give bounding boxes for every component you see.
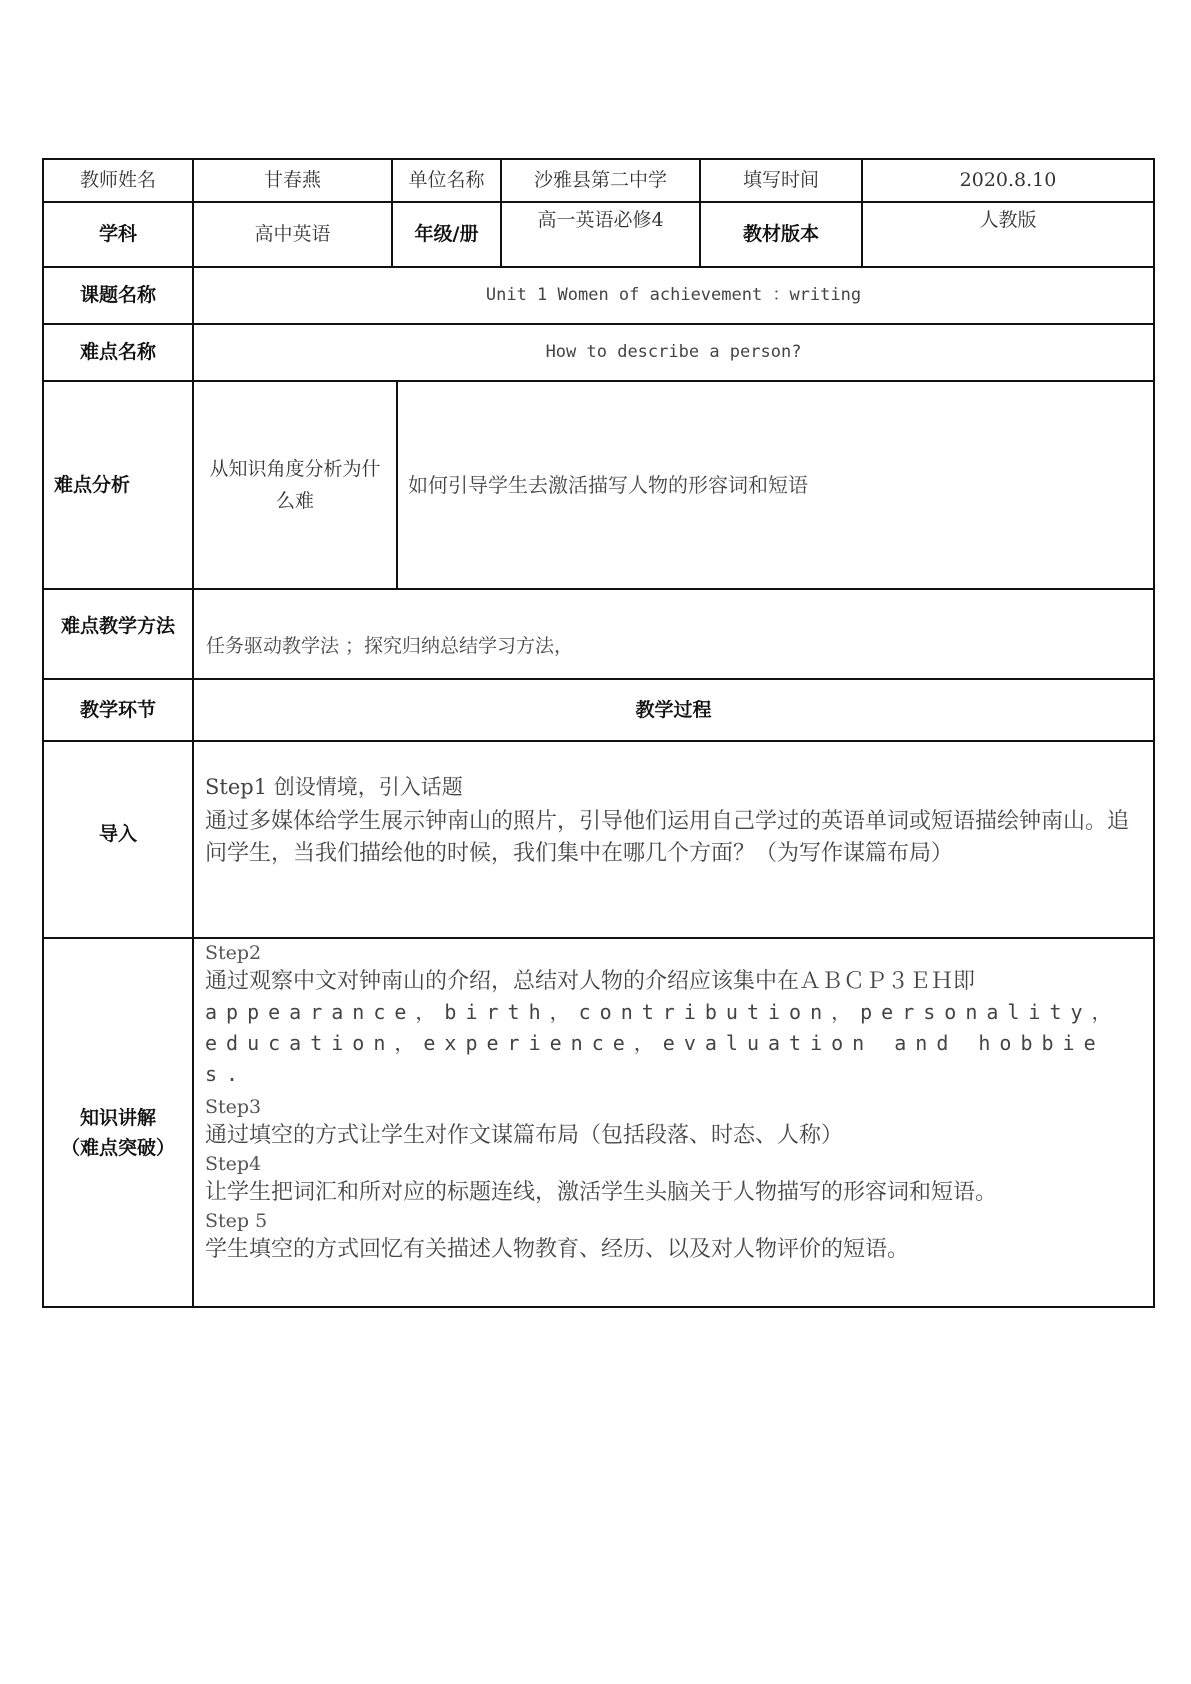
topic-value: Unit 1 Women of achievement ：writing: [485, 284, 862, 305]
intro-label: 导入: [98, 823, 137, 846]
difficulty-label: 难点名称: [79, 341, 156, 364]
knowledge-label: [44, 939, 192, 1306]
knowledge-label-line2: （难点突破）: [60, 1136, 175, 1159]
analysis-value: 如何引导学生去激活描写人物的形容词和短语: [408, 473, 808, 497]
process-stage-header: 教学环节: [79, 698, 156, 721]
step5-title: Step 5: [205, 1210, 268, 1232]
unit-label: 单位名称: [408, 169, 485, 192]
date-label: 填写时间: [742, 169, 819, 192]
textbook-label: 教材版本: [742, 223, 819, 246]
table-rule: [1153, 158, 1155, 1308]
teacher-name-label: 教师姓名: [79, 169, 156, 192]
intro-content: [205, 770, 1130, 870]
step2-text: 通过观察中文对钟南山的介绍，总结对人物的介绍应该集中在ＡＢＣＰ３ＥＨ即: [205, 969, 976, 994]
textbook-value: 人教版: [979, 209, 1037, 231]
intro-step: Step1 创设情境，引入话题: [205, 775, 463, 799]
table-rule: [42, 1306, 1155, 1308]
step3-text: 通过填空的方式让学生对作文谋篇布局（包括段落、时态、人称）: [205, 1123, 844, 1148]
table-rule: [42, 740, 1155, 742]
difficulty-value: How to describe a person?: [545, 341, 802, 362]
date-value: 2020.8.10: [959, 169, 1057, 192]
grade-label: 年级/册: [414, 223, 479, 246]
teacher-name-value: 甘春燕: [263, 169, 321, 192]
step5-text: 学生填空的方式回忆有关描述人物教育、经历、以及对人物评价的短语。: [205, 1237, 910, 1262]
table-rule: [42, 937, 1155, 939]
method-label: 难点教学方法: [60, 614, 175, 637]
step2-words: appearance，birth，contribution，personality，education，experience，evaluation and hobbies.: [205, 1000, 1121, 1086]
subject-label: 学科: [98, 223, 137, 246]
method-value: 任务驱动教学法 ；探究归纳总结学习方法，: [206, 635, 574, 658]
knowledge-label-line1: 知识讲解: [79, 1106, 156, 1129]
process-header: 教学过程: [635, 698, 712, 721]
step4-title: Step4: [205, 1153, 262, 1175]
unit-value: 沙雅县第二中学: [533, 169, 667, 192]
step3-title: Step3: [205, 1096, 262, 1118]
subject-value: 高中英语: [254, 223, 331, 246]
step2-title: Step2: [205, 942, 262, 964]
knowledge-content: [205, 940, 1140, 1265]
topic-label: 课题名称: [79, 284, 156, 307]
grade-value: 高一英语必修4: [537, 209, 664, 231]
intro-body: 通过多媒体给学生展示钟南山的照片，引导他们运用自己学过的英语单词或短语描绘钟南山。追问学生，当我们描绘他的时候，我们集中在哪几个方面？（为写作谋篇布局）: [205, 809, 1130, 866]
analysis-label: 难点分析: [54, 473, 131, 496]
step4-text: 让学生把词汇和所对应的标题连线，激活学生头脑关于人物描写的形容词和短语。: [205, 1180, 998, 1205]
analysis-sublabel: 从知识角度分析为什么难: [209, 458, 381, 512]
